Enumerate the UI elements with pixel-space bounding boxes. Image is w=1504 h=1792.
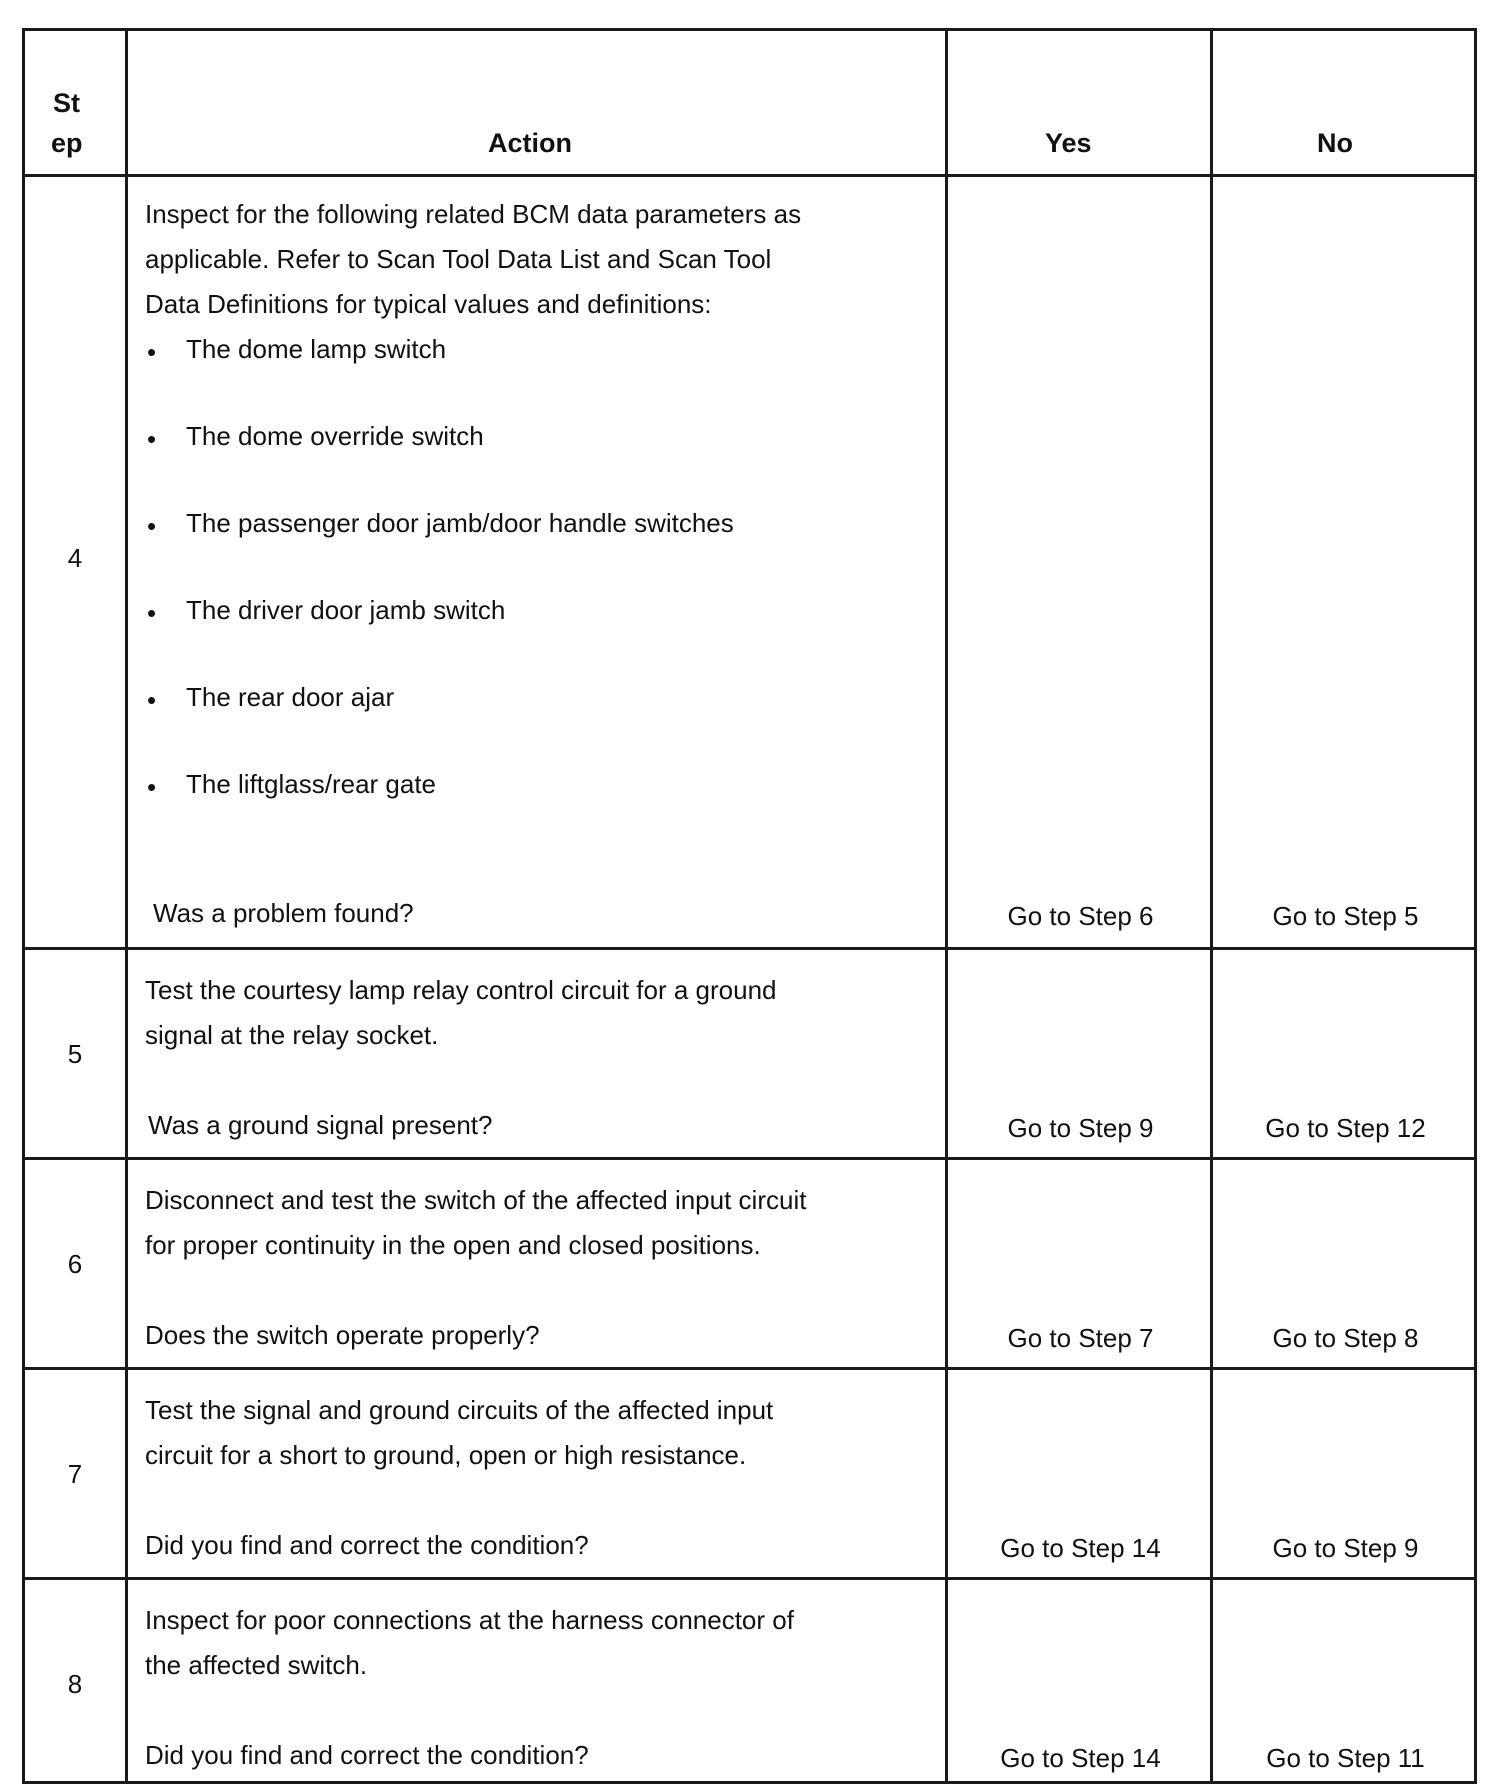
step-number: 4 (67, 543, 83, 573)
action-line: Inspect for the following related BCM data parameters as (145, 199, 802, 229)
bullet-item: The passenger door jamb/door handle switches (186, 508, 734, 538)
step-number: 8 (67, 1669, 83, 1699)
bullet-item: The dome override switch (186, 421, 484, 451)
bullet-dot: • (147, 511, 157, 541)
action-line: Inspect for poor connections at the harness connector of (145, 1605, 794, 1635)
bullet-dot: • (147, 598, 157, 628)
step-number: 5 (67, 1039, 83, 1069)
row-divider (25, 1367, 1474, 1370)
yes-result: Go to Step 14 (1000, 1743, 1161, 1773)
action-line: the affected switch. (145, 1650, 368, 1680)
header-step-line2: ep (51, 128, 83, 158)
no-result: Go to Step 5 (1272, 901, 1419, 931)
row-divider (25, 947, 1474, 950)
bullet-dot: • (147, 424, 157, 454)
action-line: Test the signal and ground circuits of the affected input (145, 1395, 774, 1425)
bullet-item: The dome lamp switch (186, 334, 447, 364)
yes-result: Go to Step 14 (1000, 1533, 1161, 1563)
bullet-item: The rear door ajar (186, 682, 395, 712)
no-result: Go to Step 9 (1272, 1533, 1419, 1563)
step-number: 6 (67, 1249, 83, 1279)
question: Was a problem found? (153, 898, 414, 928)
action-line: Disconnect and test the switch of the affected input circuit (145, 1185, 807, 1215)
action-line: signal at the relay socket. (145, 1020, 439, 1050)
question: Does the switch operate properly? (145, 1320, 540, 1350)
row-divider (25, 1157, 1474, 1160)
question: Was a ground signal present? (148, 1110, 493, 1140)
question: Did you find and correct the condition? (145, 1740, 589, 1770)
action-line: Test the courtesy lamp relay control circuit for a ground (145, 975, 777, 1005)
action-line: for proper continuity in the open and closed positions. (145, 1230, 761, 1260)
bullet-dot: • (147, 685, 157, 715)
bullet-item: The driver door jamb switch (186, 595, 506, 625)
no-result: Go to Step 11 (1266, 1743, 1425, 1773)
action-line: Data Definitions for typical values and definitions: (145, 289, 712, 319)
row-divider (25, 1577, 1474, 1580)
column-divider (125, 31, 128, 1781)
yes-result: Go to Step 7 (1007, 1323, 1154, 1353)
action-line: circuit for a short to ground, open or high resistance. (145, 1440, 747, 1470)
action-line: applicable. Refer to Scan Tool Data List and Scan Tool (145, 244, 772, 274)
no-result: Go to Step 8 (1272, 1323, 1419, 1353)
header-yes: Yes (1045, 128, 1092, 158)
bullet-dot: • (147, 337, 157, 367)
diagnostic-table (22, 28, 1477, 1784)
bullet-item: The liftglass/rear gate (186, 769, 437, 799)
step-number: 7 (67, 1459, 83, 1489)
yes-result: Go to Step 6 (1007, 901, 1154, 931)
header-step-line1: St (53, 88, 80, 118)
header-action: Action (488, 128, 572, 158)
yes-result: Go to Step 9 (1007, 1113, 1154, 1143)
no-result: Go to Step 12 (1265, 1113, 1426, 1143)
header-no: No (1317, 128, 1353, 158)
question: Did you find and correct the condition? (145, 1530, 589, 1560)
bullet-dot: • (147, 772, 157, 802)
row-divider (25, 174, 1474, 177)
